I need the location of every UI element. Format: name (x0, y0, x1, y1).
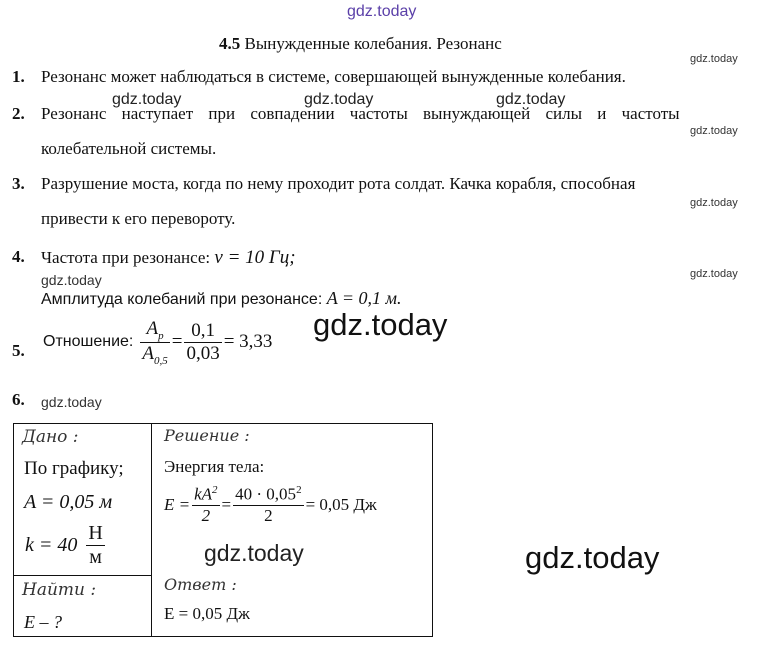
item-3-number: 3. (12, 174, 25, 193)
frac2-num: 0,1 (184, 320, 221, 343)
watermark-large: gdz.today (313, 307, 448, 342)
given-title: Дано : (22, 427, 79, 447)
stiffness-label: k = 40 (25, 534, 78, 556)
frequency-value: ν = 10 Гц; (214, 247, 296, 268)
watermark-small: gdz.today (690, 268, 738, 280)
item-6-number: 6. (12, 390, 25, 409)
find-value: E – ? (24, 612, 62, 632)
watermark-large: gdz.today (525, 540, 660, 575)
frac-num-sub: p (158, 329, 164, 342)
ratio-fraction-1 (140, 318, 169, 367)
amplitude-label: Амплитуда колебаний при резонансе: (41, 291, 323, 308)
frac-den: A (142, 342, 154, 364)
f2-den: 2 (264, 505, 273, 525)
title-text: Вынужденные колебания. Резонанс (244, 34, 502, 53)
item-1-text: Резонанс может наблюдаться в системе, совершающей вынужденные колебания. (41, 67, 626, 86)
item-1-number: 1. (12, 67, 25, 86)
watermark-medium: gdz.today (496, 91, 566, 108)
frac-num: A (146, 318, 159, 339)
energy-result: = 0,05 Дж (305, 494, 377, 514)
watermark-small: gdz.today (690, 197, 738, 209)
watermark-top: gdz.today (347, 3, 417, 20)
find-title: Найти : (22, 580, 97, 600)
watermark-small: gdz.today (41, 272, 102, 288)
item-2-number: 2. (12, 104, 25, 123)
watermark-small: gdz.today (690, 53, 738, 65)
f1-den: 2 (201, 505, 211, 525)
f1-num-sup: 2 (212, 484, 218, 496)
unit-num: Н (88, 522, 103, 544)
energy-formula: E = $\frac{kA^2}{2}$ = $\frac{40 \cdot 0,05^2}{2}$ = 0,05 Дж (164, 484, 377, 525)
answer-title: Ответ : (164, 575, 237, 594)
stiffness-unit (86, 522, 104, 569)
item-2-line-2: колебательной системы. (41, 139, 217, 158)
item-4-amplitude (41, 288, 402, 309)
frac2-den: 0,03 (186, 342, 220, 364)
solution-title: Решение : (164, 426, 250, 445)
watermark-medium: gdz.today (304, 91, 374, 108)
item-2-line-1: Резонанс наступает при совпадении частоты вынуждающей силы и частоты (41, 104, 680, 123)
answer-value: E = 0,05 Дж (164, 604, 250, 623)
ratio-fraction-2 (184, 320, 221, 365)
given-amplitude: A = 0,05 м (24, 491, 113, 513)
frac-den-sub: 0,5 (153, 354, 168, 367)
f1-num: kA (194, 484, 213, 504)
ratio-label: Отношение: (43, 333, 134, 351)
item-4-number: 4. (12, 247, 25, 266)
given-stiffness (24, 522, 106, 569)
watermark-medium: gdz.today (204, 540, 304, 566)
ratio-result: = 3,33 (223, 331, 273, 353)
energy-fraction-2 (233, 484, 303, 526)
page-title (219, 34, 502, 54)
f2-num-sup: 2 (296, 484, 302, 496)
watermark-small: gdz.today (41, 394, 102, 410)
amplitude-value: A = 0,1 м. (326, 288, 402, 308)
f2-num: 40 · 0,05 (235, 484, 297, 504)
item-5-ratio: Отношение: $\frac{A_p}{A_{0,5}}$ = $\frac{0,1}{0,03}$ = 3,33 (43, 318, 273, 367)
energy-e-label: E = (164, 494, 191, 514)
energy-fraction-1 (192, 484, 219, 526)
unit-den: м (89, 546, 102, 568)
energy-label: Энергия тела: (164, 457, 265, 476)
watermark-medium: gdz.today (112, 91, 182, 108)
watermark-small: gdz.today (690, 125, 738, 137)
item-5-number: 5. (12, 341, 25, 360)
item-4-frequency (41, 247, 296, 269)
frequency-label: Частота при резонансе: (41, 248, 211, 267)
item-3-line-1: Разрушение моста, когда по нему проходит рота солдат. Качка корабля, способная (41, 174, 636, 193)
title-number: 4.5 (219, 34, 241, 53)
item-3-line-2: привести к его перевороту. (41, 209, 236, 228)
given-by-graph: По графику; (24, 458, 124, 479)
